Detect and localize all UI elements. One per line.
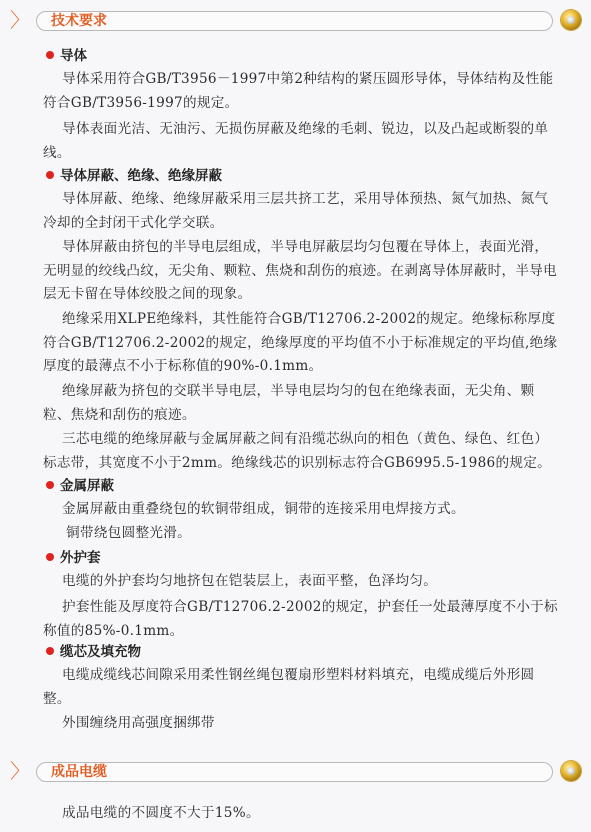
- paragraph: 绝缘采用XLPE绝缘料，其性能符合GB/T12706.2-2002的规定。绝缘标称厚度符合GB/T12706.2-2002的规定，绝缘厚度的平均值不小于标准规定的平均值,绝缘厚度的最薄点不小于标称值的90%-0.1mm。: [43, 311, 558, 374]
- bullet-icon: [46, 647, 54, 655]
- gold-button-icon: [561, 10, 581, 30]
- paragraph: 导体表面光洁、无油污、无损伤屏蔽及绝缘的毛刺、锐边，以及凸起或断裂的单线。: [43, 121, 549, 161]
- paragraph: 铜带绕包圆整光滑。: [66, 525, 192, 541]
- gold-button-icon: [561, 761, 581, 781]
- paragraph: 绝缘屏蔽为挤包的交联半导电层，半导电层均匀的包在绝缘表面，无尖角、颗粒、焦烧和刮伤的痕迹。: [43, 383, 535, 423]
- heading-text: 导体: [60, 48, 87, 64]
- heading-text: 外护套: [60, 550, 101, 566]
- heading-sheath: [46, 548, 101, 568]
- paragraph: 导体采用符合GB/T3956－1997中第2种结构的紧压圆形导体，导体结构及性能符合GB/T3956-1997的规定。: [43, 71, 554, 111]
- heading-metal: [46, 476, 114, 496]
- paragraph: 导体屏蔽由挤包的半导电层组成，半导电屏蔽层均匀包覆在导体上，表面光滑，无明显的绞线凸纹，无尖角、颗粒、焦烧和刮伤的痕迹。在剥离导体屏蔽时，半导电层无卡留在导体绞股之间的现象。: [43, 239, 558, 302]
- bullet-icon: [46, 171, 54, 179]
- section-title-pill: [36, 11, 553, 31]
- paragraph: 电缆成缆线芯间隙采用柔性钢丝绳包覆扇形塑料材料填充，电缆成缆后外形圆整。: [43, 667, 535, 707]
- paragraph: 金属屏蔽由重叠绕包的软铜带组成，铜带的连接采用电焊接方式。: [62, 501, 465, 517]
- chevron-right-icon: 〉: [10, 8, 30, 32]
- heading-shielding: [46, 166, 222, 186]
- section-title: 成品电缆: [51, 764, 107, 780]
- heading-conductor: [46, 46, 87, 66]
- chevron-right-icon: 〉: [10, 759, 30, 783]
- bullet-icon: [46, 481, 54, 489]
- bullet-icon: [46, 51, 54, 59]
- heading-cabling: [46, 642, 141, 662]
- section-header-tech: [8, 9, 583, 31]
- bullet-icon: [46, 553, 54, 561]
- paragraph: 外围缠绕用高强度捆绑带: [62, 715, 215, 731]
- paragraph: 导体屏蔽、绝缘、绝缘屏蔽采用三层共挤工艺，采用导体预热、氮气加热、氮气冷却的全封闭干式化学交联。: [43, 191, 549, 231]
- paragraph: 护套性能及厚度符合GB/T12706.2-2002的规定，护套任一处最薄厚度不小于标称值的85%-0.1mm。: [43, 599, 558, 639]
- paragraph: 成品电缆的不圆度不大于15%。: [62, 805, 260, 821]
- heading-text: 金属屏蔽: [60, 478, 114, 494]
- paragraph: 三芯电缆的绝缘屏蔽与金属屏蔽之间有沿缆芯纵向的相色（黄色、绿色、红色）标志带，其宽度不小于2mm。绝缘线芯的识别标志符合GB6995.5-1986的规定。: [43, 431, 552, 471]
- section-title-pill: [36, 762, 553, 782]
- paragraph: 电缆的外护套均匀地挤包在铠装层上，表面平整，色泽均匀。: [62, 573, 438, 589]
- heading-text: 导体屏蔽、绝缘、绝缘屏蔽: [60, 168, 222, 184]
- heading-text: 缆芯及填充物: [60, 644, 141, 660]
- section-title: 技术要求: [51, 13, 107, 29]
- section-header-finished: [8, 760, 583, 782]
